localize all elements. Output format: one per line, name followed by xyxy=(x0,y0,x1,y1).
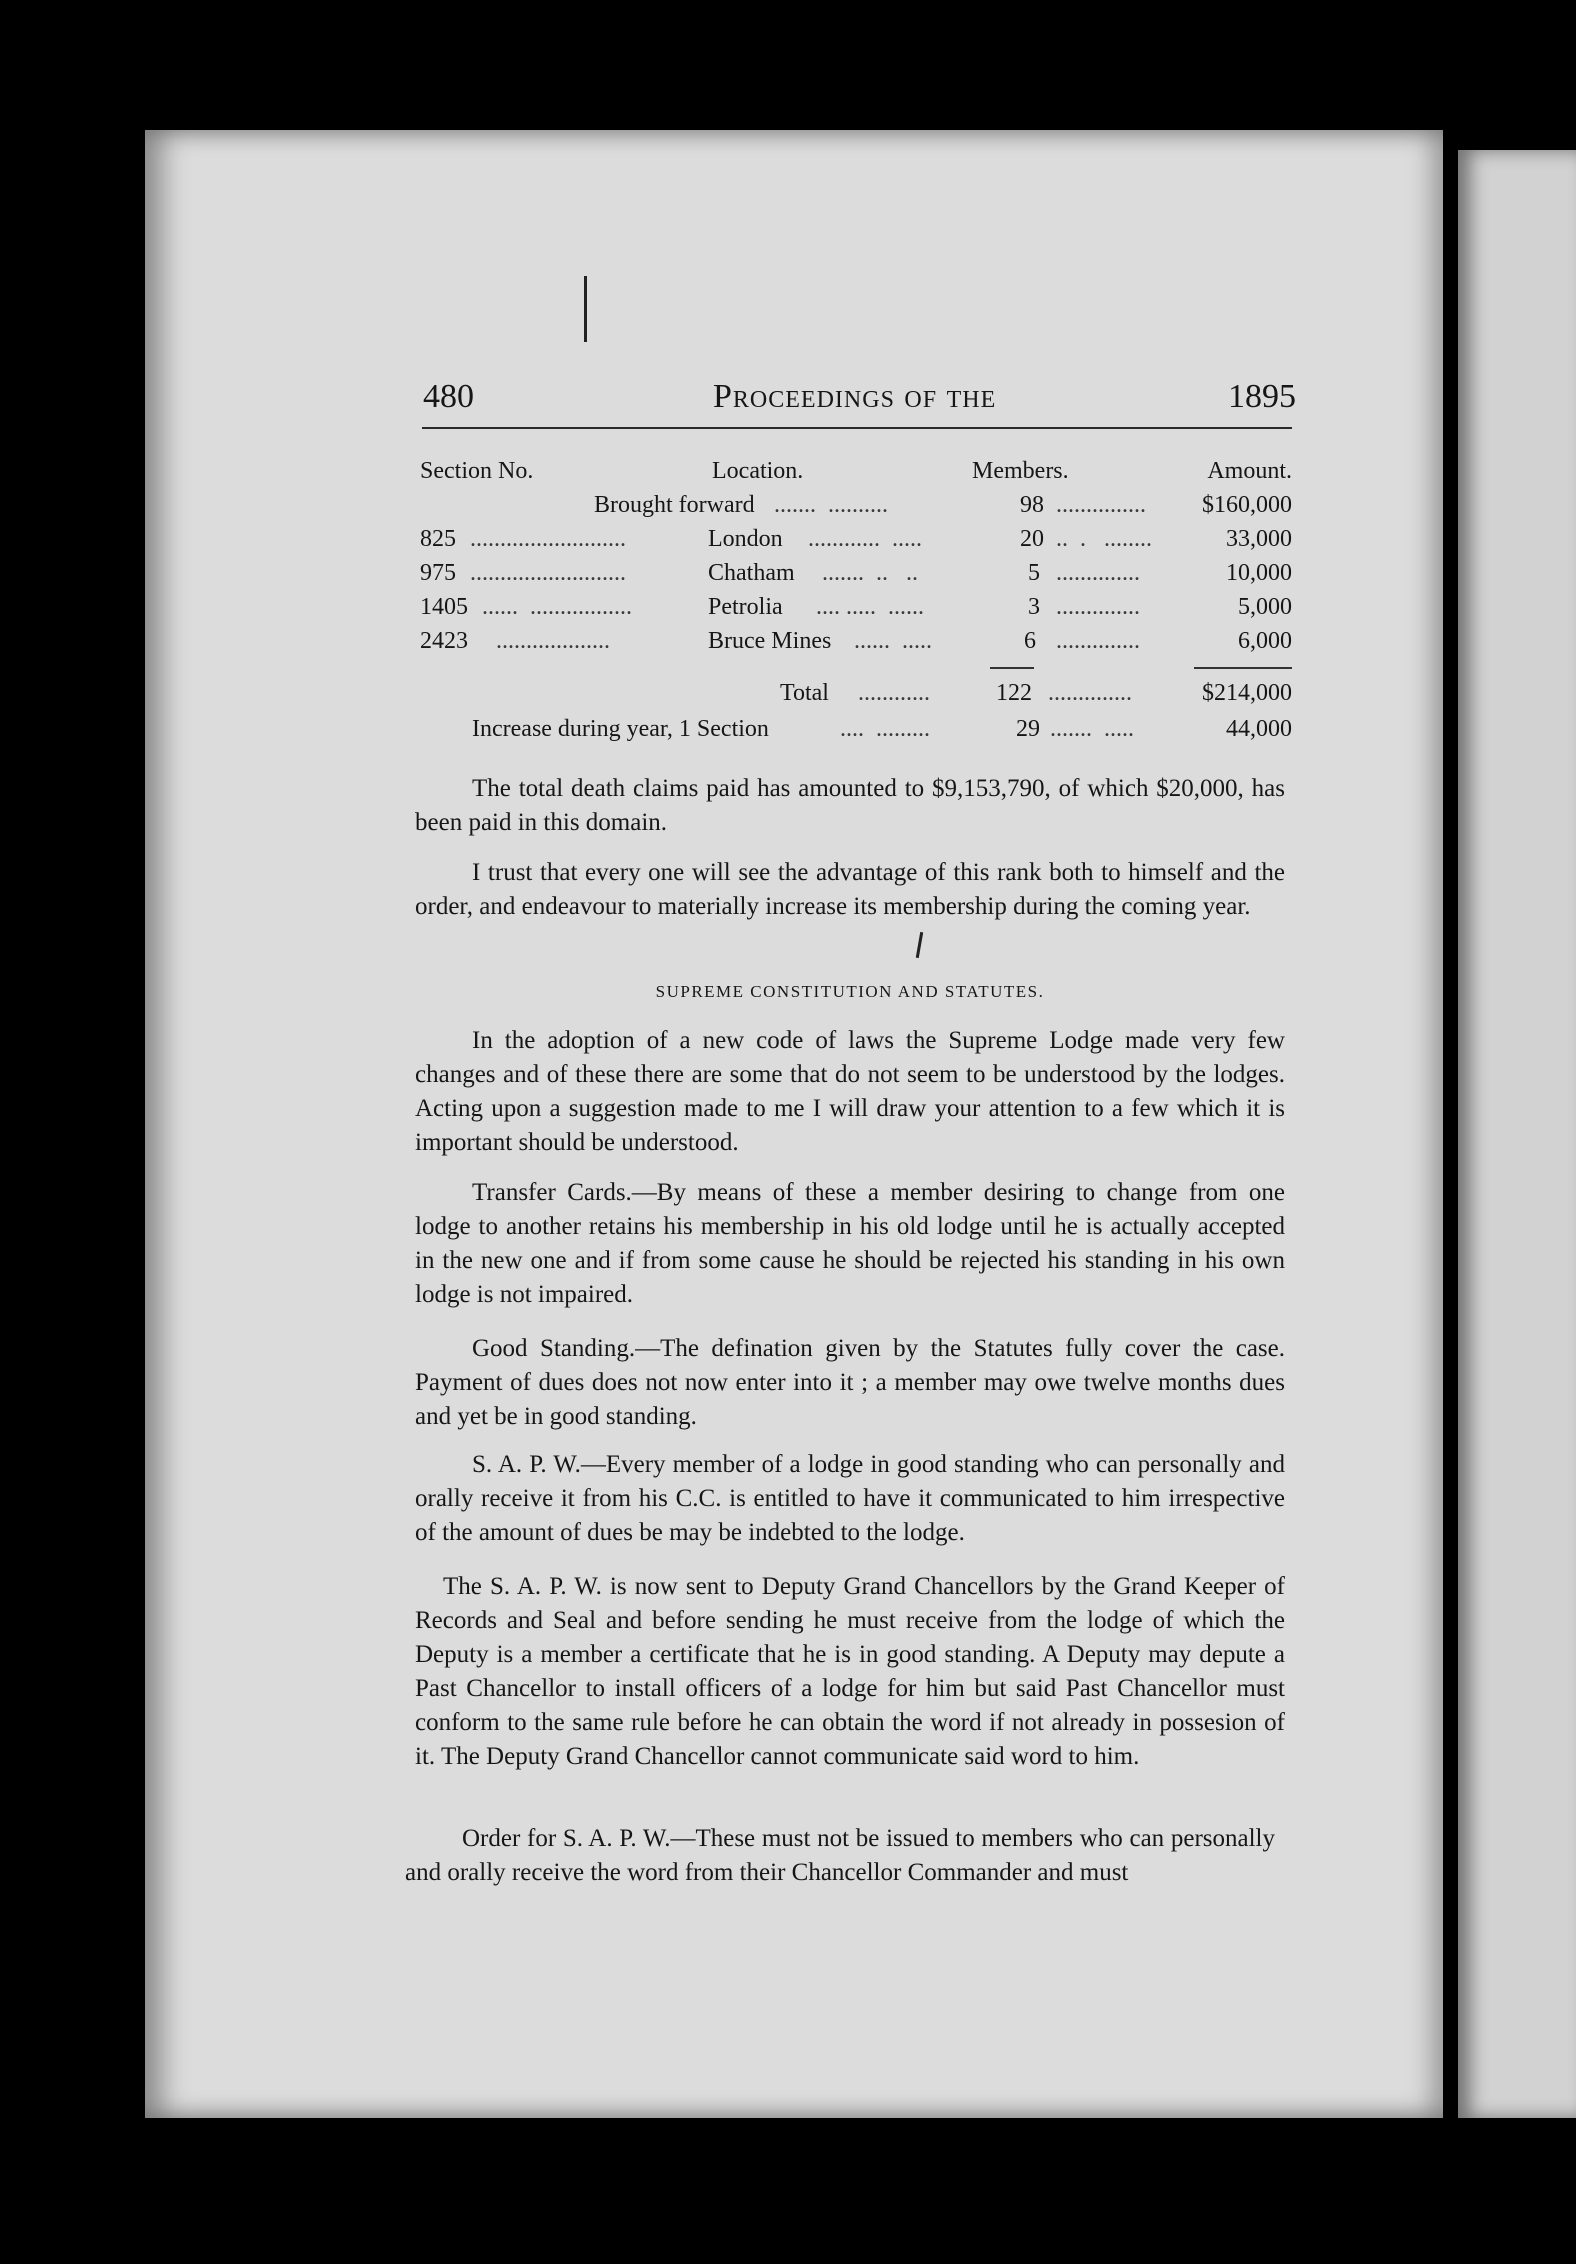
members: 20 xyxy=(1020,526,1044,552)
brought-forward-label: Brought forward xyxy=(594,492,755,518)
leader-dots: .... ......... xyxy=(840,716,930,742)
leader-dots: ....... ..... xyxy=(1050,716,1134,742)
sum-rule-amount xyxy=(1194,667,1292,669)
section-number: 2423 xyxy=(420,628,468,654)
ink-mark xyxy=(584,276,587,342)
leader-dots: .......................... xyxy=(470,560,626,586)
location: London xyxy=(708,526,783,552)
amount: 10,000 xyxy=(1226,560,1292,586)
table-row-total xyxy=(420,680,1292,716)
header-rule xyxy=(422,427,1292,429)
amount: 33,000 xyxy=(1226,526,1292,552)
sum-rule-members xyxy=(990,667,1034,669)
location: Chatham xyxy=(708,560,795,586)
col-header-amount: Amount. xyxy=(1207,458,1292,484)
leader-dots: ...... ................. xyxy=(482,594,632,620)
leader-dots: ............... xyxy=(1056,492,1146,518)
paragraph-order-for-sapw: Order for S. A. P. W.—These must not be issued to members who can personally and orally receive the word from their Chancellor Commander and must xyxy=(405,1825,1275,1886)
paragraph-transfer-cards: Transfer Cards.—By means of these a member desiring to change from one lodge to another retains his membership in his old lodge until he is actually accepted in the new one and if from some cause he should be rejected his standing in his own lodge is not impaired. xyxy=(415,1179,1285,1308)
paragraph-sapw-sent: The S. A. P. W. is now sent to Deputy Grand Chancellors by the Grand Keeper of Records and Seal and before sending he must receive from the lodge of which the Deputy is a member a certificate that he is in good standing. A Deputy may depute a Past Chancellor to install officers of a lodge for him but said Past Chancellor must conform to the same rule before he can obtain the word if not already in possesion of it. The Deputy Grand Chancellor cannot communicate said word to him. xyxy=(415,1573,1285,1770)
members: 5 xyxy=(1028,560,1040,586)
leader-dots: .......................... xyxy=(470,526,626,552)
leader-dots: ....... .. .. xyxy=(822,560,918,586)
table-row-brought-forward xyxy=(420,492,1292,528)
table-row-increase xyxy=(420,716,1292,752)
leader-dots: .............. xyxy=(1048,680,1132,706)
leader-dots: .............. xyxy=(1056,560,1140,586)
amount: 6,000 xyxy=(1238,628,1292,654)
increase-amount: 44,000 xyxy=(1226,716,1292,742)
leader-dots: .. . ........ xyxy=(1056,526,1152,552)
leader-dots: ................... xyxy=(490,628,610,654)
page-number: 480 xyxy=(423,378,474,415)
table-row xyxy=(420,560,1292,596)
section-number: 1405 xyxy=(420,594,468,620)
col-header-members: Members. xyxy=(972,458,1069,484)
paragraph-good-standing: Good Standing.—The defination given by the Statutes fully cover the case. Payment of dues does not now enter into it ; a member may owe twelve months dues and yet be in good standing. xyxy=(415,1335,1285,1430)
location: Bruce Mines xyxy=(708,628,832,654)
leader-dots: ...... ..... xyxy=(854,628,932,654)
table-row xyxy=(420,594,1292,630)
paragraph-sapw: S. A. P. W.—Every member of a lodge in good standing who can personally and orally receive it from his C.C. is entitled to have it communicated to him irrespective of the amount of dues be may be indebted to the lodge. xyxy=(415,1451,1285,1546)
members: 6 xyxy=(1024,628,1036,654)
members: 3 xyxy=(1028,594,1040,620)
section-heading: SUPREME CONSTITUTION AND STATUTES. xyxy=(655,982,1045,1001)
paragraph-death-claims: The total death claims paid has amounted to $9,153,790, of which $20,000, has been paid in this domain. xyxy=(415,775,1285,836)
paragraph-trust: I trust that every one will see the advantage of this rank both to himself and the order, and endeavour to materially increase its membership during the coming year. xyxy=(415,859,1285,920)
brought-forward-amount: $160,000 xyxy=(1202,492,1292,518)
total-members: 122 xyxy=(996,680,1032,706)
section-number: 825 xyxy=(420,526,456,552)
location: Petrolia xyxy=(708,594,783,620)
header-year: 1895 xyxy=(1228,378,1296,415)
leader-dots: ............ ..... xyxy=(808,526,922,552)
leader-dots: ....... .......... xyxy=(774,492,888,518)
leader-dots: .............. xyxy=(1056,628,1140,654)
leader-dots: .... ..... ...... xyxy=(816,594,924,620)
increase-members: 29 xyxy=(1016,716,1040,742)
leader-dots: ............ xyxy=(858,680,930,706)
running-title: Proceedings of the xyxy=(713,378,997,415)
col-header-section: Section No. xyxy=(420,458,534,484)
col-header-location: Location. xyxy=(712,458,804,484)
increase-label: Increase during year, 1 Section xyxy=(472,716,769,742)
facing-page-edge xyxy=(1458,150,1576,2118)
total-label: Total xyxy=(780,680,829,706)
leader-dots: .............. xyxy=(1056,594,1140,620)
section-number: 975 xyxy=(420,560,456,586)
paragraph-adoption: In the adoption of a new code of laws the Supreme Lodge made very few changes and of these there are some that do not seem to be understood by the lodges. Acting upon a suggestion made to me I will draw your attention to a few which it is important should be understood. xyxy=(415,1027,1285,1156)
table-header-row xyxy=(420,458,1292,494)
table-row xyxy=(420,526,1292,562)
total-amount: $214,000 xyxy=(1202,680,1292,706)
table-row xyxy=(420,628,1292,664)
brought-forward-members: 98 xyxy=(1020,492,1044,518)
amount: 5,000 xyxy=(1238,594,1292,620)
